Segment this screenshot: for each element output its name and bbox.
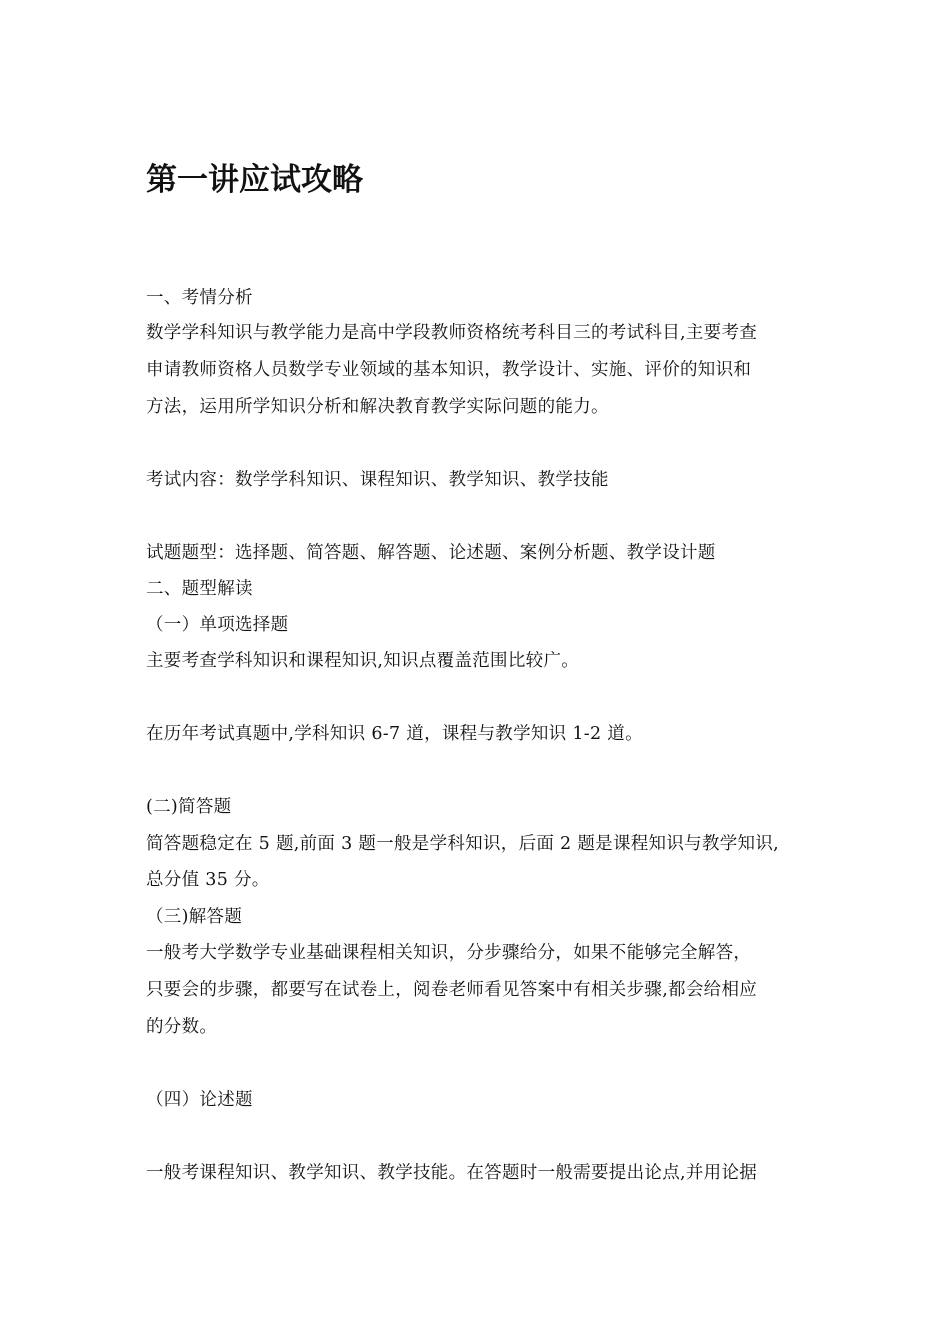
section-heading-exam-analysis: 一、考情分析 bbox=[146, 288, 253, 308]
subheading-single-choice: （一）单项选择题 bbox=[146, 615, 289, 635]
paragraph-line: 方法，运用所学知识分析和解决教育教学实际问题的能力。 bbox=[146, 397, 609, 417]
paragraph-line: 一般考课程知识、教学知识、教学技能。在答题时一般需要提出论点,并用论据 bbox=[146, 1163, 758, 1183]
subheading-essay: （四）论述题 bbox=[146, 1090, 253, 1110]
paragraph-line: 一般考大学数学专业基础课程相关知识，分步骤给分，如果不能够完全解答， bbox=[146, 943, 752, 963]
subheading-solution: （三)解答题 bbox=[146, 907, 243, 927]
paragraph-line: 总分值 35 分。 bbox=[146, 870, 270, 890]
paragraph-line: 简答题稳定在 5 题,前面 3 题一般是学科知识，后面 2 题是课程知识与教学知识, bbox=[146, 834, 780, 854]
paragraph-line: 主要考查学科知识和课程知识,知识点覆盖范围比较广。 bbox=[146, 651, 580, 671]
document-title: 第一讲应试攻略 bbox=[146, 162, 363, 198]
paragraph-line: 的分数。 bbox=[146, 1017, 218, 1037]
section-heading-question-types: 二、题型解读 bbox=[146, 579, 253, 599]
paragraph-line: 只要会的步骤，都要写在试卷上，阅卷老师看见答案中有相关步骤,都会给相应 bbox=[146, 980, 758, 1000]
paragraph-line: 申请教师资格人员数学专业领域的基本知识，教学设计、实施、评价的知识和 bbox=[146, 360, 752, 380]
subheading-short-answer: (二)简答题 bbox=[146, 797, 232, 817]
question-types-line: 试题题型：选择题、简答题、解答题、论述题、案例分析题、教学设计题 bbox=[146, 543, 716, 563]
paragraph-line: 数学学科知识与教学能力是高中学段教师资格统考科目三的考试科目,主要考查 bbox=[146, 323, 758, 343]
exam-content-line: 考试内容：数学学科知识、课程知识、教学知识、教学技能 bbox=[146, 470, 609, 490]
paragraph-line: 在历年考试真题中,学科知识 6-7 道，课程与教学知识 1-2 道。 bbox=[146, 724, 643, 744]
